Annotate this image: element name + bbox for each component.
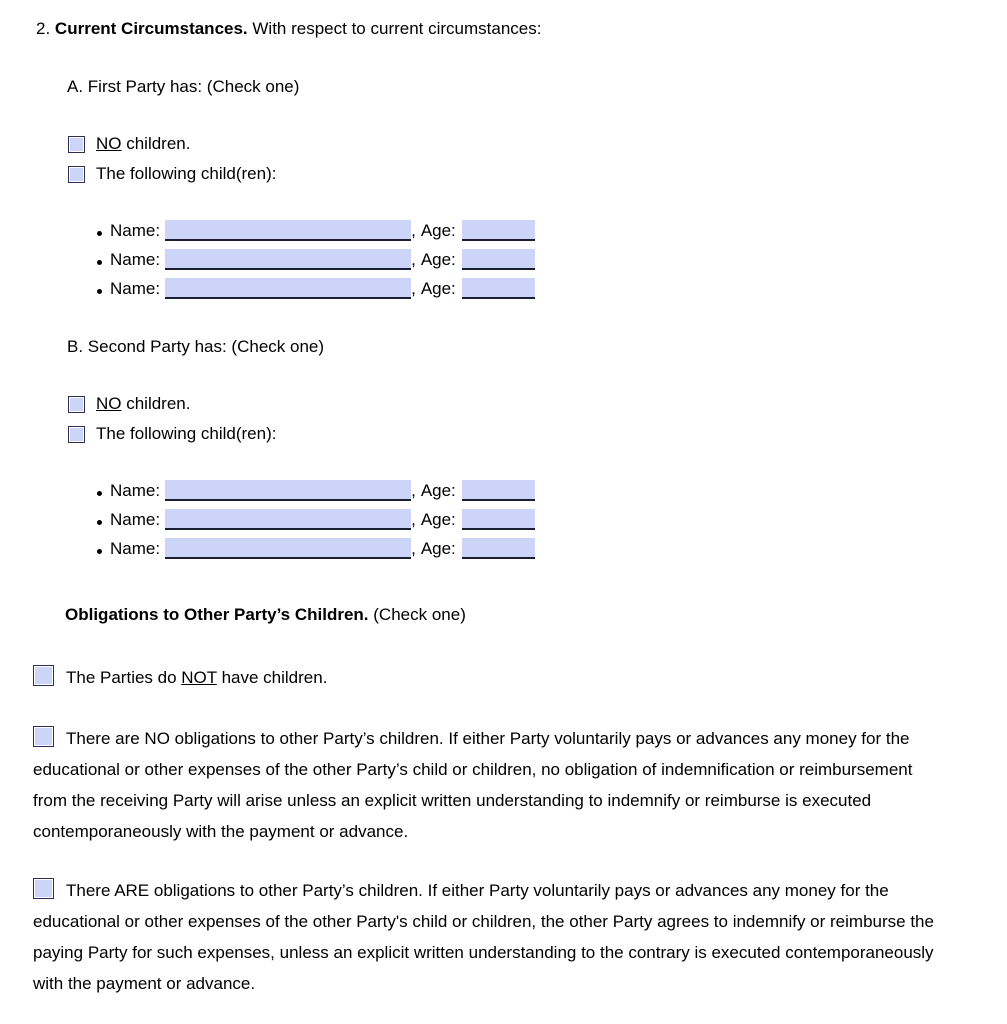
section-a-option-no-children-label (96, 133, 190, 155)
obligations-option-no-children-pre: The Parties do (66, 668, 182, 687)
section-a-child-row (97, 249, 535, 270)
row-comma: , (411, 279, 416, 298)
section-a-option-no-children-rest: children. (121, 134, 191, 153)
section-a-child-row (97, 220, 535, 241)
checkbox-icon[interactable] (33, 665, 54, 686)
age-input[interactable] (462, 480, 535, 501)
age-input[interactable] (462, 538, 535, 559)
age-input[interactable] (462, 509, 535, 530)
clause-heading (36, 18, 541, 40)
bullet-icon (97, 289, 102, 294)
name-input[interactable] (165, 249, 411, 270)
age-label: Age: (420, 279, 456, 298)
name-label: Name: (110, 539, 161, 558)
section-b-child-row (97, 509, 535, 530)
section-b-child-row (97, 538, 535, 559)
obligations-option-no-obligations-text: There are NO obligations to other Party’s children. If either Party voluntarily pays or advances any money for the educational or other expenses of the other Party’s child or children, no obligation of indemnification or reimbursement from the receiving Party will arise unless an explicit written understanding to indemnify or reimburse is executed contemporaneously with the payment or advance. (33, 729, 913, 841)
name-label: Name: (110, 481, 161, 500)
age-input[interactable] (462, 249, 535, 270)
row-comma: , (411, 539, 416, 558)
age-input[interactable] (462, 278, 535, 299)
obligations-option-no-obligations[interactable] (33, 723, 945, 847)
bullet-icon (97, 491, 102, 496)
name-label: Name: (110, 279, 161, 298)
name-label: Name: (110, 510, 161, 529)
checkbox-icon[interactable] (68, 426, 85, 443)
name-label: Name: (110, 221, 161, 240)
section-a-child-row (97, 278, 535, 299)
section-b-heading: B. Second Party has: (Check one) (67, 337, 325, 356)
checkbox-icon[interactable] (33, 878, 54, 899)
name-input[interactable] (165, 220, 411, 241)
name-input[interactable] (165, 278, 411, 299)
section-b-option-following-children[interactable] (68, 423, 276, 445)
row-comma: , (411, 250, 416, 269)
age-input[interactable] (462, 220, 535, 241)
section-a-heading: A. First Party has: (Check one) (67, 77, 300, 96)
age-label: Age: (420, 250, 456, 269)
age-label: Age: (420, 510, 456, 529)
obligations-option-no-children-post: have children. (216, 668, 328, 687)
section-a-option-no-children[interactable] (68, 133, 190, 155)
checkbox-icon[interactable] (68, 136, 85, 153)
obligations-option-are-obligations[interactable] (33, 875, 945, 999)
row-comma: , (411, 221, 416, 240)
checkbox-icon[interactable] (68, 166, 85, 183)
obligations-option-are-obligations-text: There ARE obligations to other Party’s children. If either Party voluntarily pays or advances any money for the educational or other expenses of the other Party's child or children, the other Party agrees to indemnify or reimburse the paying Party for such expenses, unless an explicit written understanding to the contrary is executed contemporaneously with the payment or advance. (33, 881, 934, 993)
obligations-option-no-children[interactable] (33, 662, 945, 693)
obligations-heading-title: Obligations to Other Party’s Children. (65, 605, 369, 624)
section-b-option-no-children[interactable] (68, 393, 190, 415)
row-comma: , (411, 510, 416, 529)
clause-title: Current Circumstances. (54, 19, 248, 38)
bullet-icon (97, 260, 102, 265)
obligations-heading (65, 604, 466, 626)
row-comma: , (411, 481, 416, 500)
emphasis-no: NO (96, 134, 122, 153)
section-b-option-no-children-label (96, 393, 190, 415)
section-b-option-no-children-rest: children. (121, 394, 191, 413)
section-a-option-following-children[interactable] (68, 163, 276, 185)
name-input[interactable] (165, 538, 411, 559)
bullet-icon (97, 549, 102, 554)
checkbox-icon[interactable] (68, 396, 85, 413)
name-input[interactable] (165, 480, 411, 501)
emphasis-not: NOT (181, 668, 217, 687)
emphasis-no: NO (96, 394, 122, 413)
age-label: Age: (420, 539, 456, 558)
obligations-heading-instruction: (Check one) (373, 605, 466, 624)
name-input[interactable] (165, 509, 411, 530)
section-a-option-following-children-label: The following child(ren): (96, 164, 277, 183)
checkbox-icon[interactable] (33, 726, 54, 747)
clause-number: 2. (36, 19, 51, 38)
section-b-option-following-children-label: The following child(ren): (96, 424, 277, 443)
age-label: Age: (420, 481, 456, 500)
name-label: Name: (110, 250, 161, 269)
bullet-icon (97, 231, 102, 236)
section-b-child-row (97, 480, 535, 501)
age-label: Age: (420, 221, 456, 240)
bullet-icon (97, 520, 102, 525)
clause-intro-text: With respect to current circumstances: (252, 19, 542, 38)
